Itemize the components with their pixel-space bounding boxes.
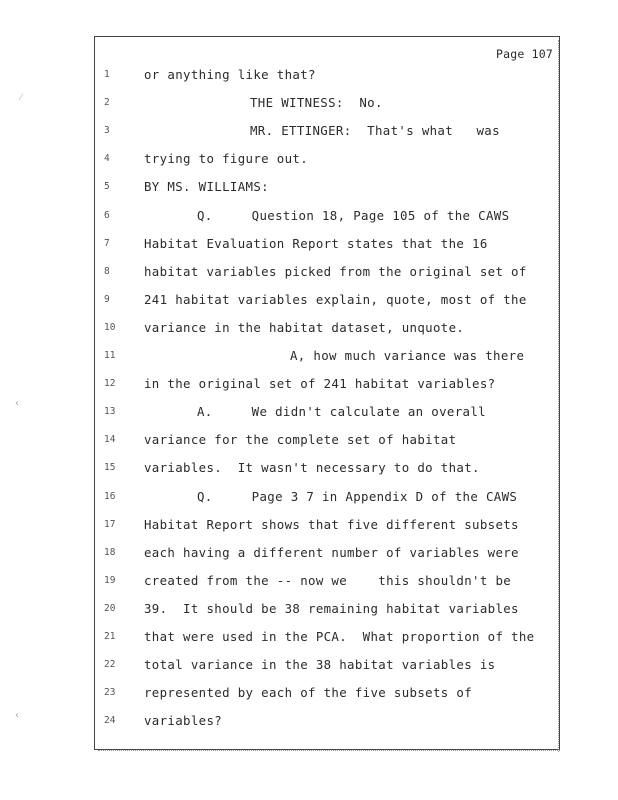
scan-speck: ⁄ xyxy=(18,92,25,103)
transcript-line xyxy=(0,291,618,311)
transcript-line xyxy=(0,122,618,142)
line-number: 22 xyxy=(104,659,116,671)
line-text: variance in the habitat dataset, unquote. xyxy=(144,319,465,335)
line-text: that were used in the PCA. What proportion of the xyxy=(144,629,535,644)
line-number: 17 xyxy=(104,518,116,530)
transcript-line xyxy=(0,572,618,592)
transcript-line xyxy=(0,431,618,451)
line-number: 24 xyxy=(104,715,116,727)
line-text: 241 habitat variables explain, quote, most of the xyxy=(144,291,527,307)
line-number: 7 xyxy=(104,237,110,249)
line-text: each having a different number of variables were xyxy=(144,544,519,560)
transcript-line xyxy=(0,66,618,86)
line-text: Habitat Report shows that five different subsets xyxy=(144,516,519,532)
line-text: A, how much variance was there xyxy=(290,348,525,363)
line-text: variables? xyxy=(144,713,223,729)
transcript-line xyxy=(0,403,618,423)
line-text: represented by each of the five subsets of xyxy=(144,685,473,701)
transcript-line xyxy=(0,207,618,227)
line-number: 11 xyxy=(104,350,116,361)
page-bottom-shadow xyxy=(98,750,560,754)
transcript-line xyxy=(0,516,618,536)
line-text: MR. ETTINGER: That's what was xyxy=(250,123,500,139)
line-number: 21 xyxy=(104,631,116,642)
transcript-line xyxy=(0,375,618,395)
transcript-line xyxy=(0,544,618,564)
line-text: THE WITNESS: No. xyxy=(250,95,383,111)
line-text: Q. Page 3 7 in Appendix D of the CAWS xyxy=(197,488,518,504)
transcript-line xyxy=(0,600,618,620)
line-number: 4 xyxy=(104,153,110,165)
line-text: habitat variables picked from the original set of xyxy=(144,263,527,279)
line-text: variables. It wasn't necessary to do that. xyxy=(144,460,480,476)
line-text: 39. It should be 38 remaining habitat variables xyxy=(144,600,519,616)
transcript-line xyxy=(0,178,618,198)
transcript-line xyxy=(0,684,618,704)
line-text: created from the -- now we this shouldn't be xyxy=(144,572,512,588)
transcript-line xyxy=(0,94,618,114)
transcript-line xyxy=(0,488,618,508)
line-text: Q. Question 18, Page 105 of the CAWS xyxy=(197,207,510,223)
line-text: BY MS. WILLIAMS: xyxy=(144,179,269,195)
line-number: 12 xyxy=(104,378,116,390)
transcript-line xyxy=(0,628,618,648)
line-number: 3 xyxy=(104,125,110,137)
scan-speck: ‹ xyxy=(14,710,21,721)
line-number: 9 xyxy=(104,293,110,305)
transcript-line xyxy=(0,235,618,255)
line-number: 18 xyxy=(104,546,116,558)
line-number: 16 xyxy=(104,490,116,502)
transcript-line xyxy=(0,459,618,479)
transcript-line xyxy=(0,263,618,283)
line-number: 10 xyxy=(104,321,116,333)
line-text: in the original set of 241 habitat variables? xyxy=(144,376,496,392)
line-number: 8 xyxy=(104,265,110,277)
transcript-line xyxy=(0,319,618,339)
line-number: 15 xyxy=(104,462,116,474)
line-number: 19 xyxy=(104,574,116,586)
line-number: 1 xyxy=(104,69,110,80)
transcript-line xyxy=(0,712,618,732)
transcript-line xyxy=(0,347,618,367)
transcript-line xyxy=(0,656,618,676)
page-number: Page 107 xyxy=(496,47,553,61)
line-number: 20 xyxy=(104,602,116,614)
line-number: 14 xyxy=(104,434,116,446)
line-number: 13 xyxy=(104,406,116,418)
line-text: total variance in the 38 habitat variables is xyxy=(144,657,496,673)
line-text: trying to figure out. xyxy=(144,151,309,167)
line-number: 5 xyxy=(104,181,110,193)
line-number: 23 xyxy=(104,687,116,699)
line-text: A. We didn't calculate an overall xyxy=(197,404,486,420)
line-number: 2 xyxy=(104,97,110,109)
transcript-line xyxy=(0,150,618,170)
line-text: Habitat Evaluation Report states that the 16 xyxy=(144,235,488,251)
line-number: 6 xyxy=(104,209,110,221)
line-text: or anything like that? xyxy=(144,67,316,82)
line-text: variance for the complete set of habitat xyxy=(144,432,457,448)
scan-speck: ‹ xyxy=(14,398,21,409)
